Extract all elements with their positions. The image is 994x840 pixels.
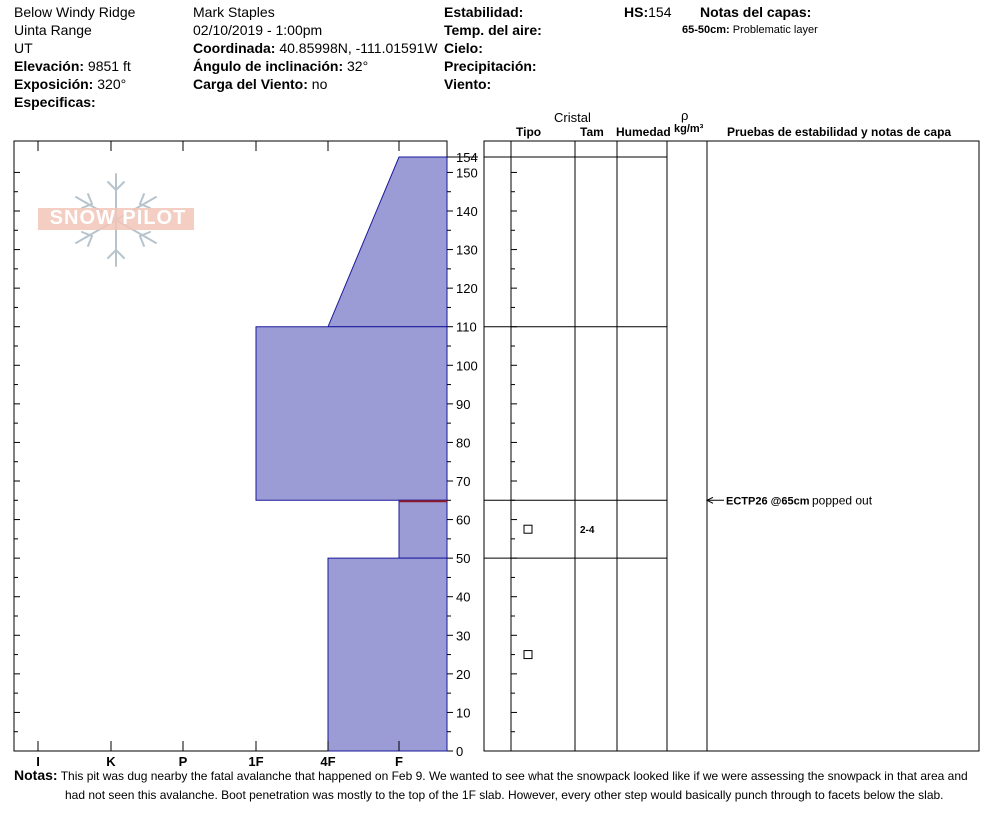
height-label-120: 120 [456, 281, 478, 297]
hardness-layer-2 [399, 500, 447, 558]
wind-label: Viento: [444, 76, 492, 92]
test-comment-0: popped out [812, 493, 873, 508]
location: Below Windy Ridge [14, 4, 136, 20]
hardness-label-K: K [106, 754, 116, 769]
height-label-50: 50 [456, 551, 471, 567]
layer-note-text: Problematic layer [732, 24, 818, 36]
tests-header: Pruebas de estabilidad y notas de capa [727, 125, 952, 139]
hardness-label-4F: 4F [320, 754, 336, 769]
notes-text-2: had not seen this avalanche. Boot penetration was mostly to the top of the 1F slab. However, every other step would basically punch through to facets below the slab. [65, 788, 944, 802]
moisture-header: Humedad [616, 125, 671, 139]
hardness-label-P: P [178, 754, 188, 769]
height-label-70: 70 [456, 474, 471, 489]
grain-size-0: 2-4 [580, 525, 595, 537]
layer-notes-label: Notas del capas: [700, 4, 812, 20]
coordinate-label: Coordinada: [193, 40, 276, 56]
wind-load-label: Carga del Viento: [193, 76, 308, 92]
height-label-top: 154 [456, 150, 478, 165]
hs-value: 154 [648, 4, 672, 20]
hardness-layer-1 [256, 327, 447, 501]
height-label-60: 60 [456, 512, 471, 528]
height-label-30: 30 [456, 628, 471, 644]
aspect-value: 320° [97, 76, 127, 92]
notes-text-1: This pit was dug nearby the fatal avalanche that happened on Feb 9. We wanted to see what the snowpack looked like if we were assessing the snowpack in that area and [60, 769, 968, 783]
height-label-130: 130 [456, 242, 478, 258]
height-label-20: 20 [456, 666, 471, 682]
stability-label: Estabilidad: [444, 4, 524, 20]
mountain-range: Uinta Range [14, 22, 92, 38]
grain-marker-1 [524, 651, 532, 659]
hardness-label-F: F [395, 754, 403, 769]
layer-note-range: 65-50cm: [682, 24, 730, 36]
aspect-label: Exposición: [14, 76, 94, 92]
notes-line-1 [14, 766, 968, 786]
elevation-label: Elevación: [14, 58, 85, 74]
observer: Mark Staples [193, 4, 275, 20]
height-label-110: 110 [456, 319, 477, 335]
state: UT [14, 40, 33, 56]
slope-label: Ángulo de inclinación: [193, 58, 344, 74]
height-label-0: 0 [456, 744, 464, 759]
height-label-40: 40 [456, 589, 471, 605]
crystal-header: Cristal [554, 110, 591, 125]
datetime: 02/10/2019 - 1:00pm [193, 22, 323, 38]
layer-table-frame [484, 141, 979, 751]
rho-header: ρ [681, 108, 689, 123]
test-code-0: ECTP26 @65cm [726, 495, 810, 508]
height-label-10: 10 [456, 705, 471, 721]
coordinate-value: 40.85998N, -111.01591W [279, 40, 438, 56]
hardness-label-I: I [36, 754, 40, 769]
hardness-layer-0 [328, 157, 447, 327]
size-header: Tam [580, 125, 604, 139]
hardness-label-1F: 1F [248, 754, 264, 769]
slope-value: 32° [347, 58, 369, 74]
specifics-label: Especificas: [14, 94, 96, 110]
hs-label: HS: [624, 4, 649, 20]
height-label-90: 90 [456, 396, 471, 412]
logo-text: SNOW PILOT [49, 207, 187, 229]
air-temp-label: Temp. del aire: [444, 22, 542, 38]
sky-label: Cielo: [444, 40, 483, 56]
height-label-100: 100 [456, 358, 478, 374]
precip-label: Precipitación: [444, 58, 537, 74]
notes-label: Notas: [14, 767, 58, 783]
height-label-140: 140 [456, 204, 478, 219]
density-unit-header: kg/m³ [674, 123, 704, 135]
grain-marker-0 [524, 525, 532, 533]
elevation-value: 9851 ft [87, 58, 131, 74]
type-header: Tipo [516, 125, 542, 139]
hardness-layer-3 [328, 558, 447, 751]
height-label-80: 80 [456, 435, 471, 451]
height-label-150: 150 [456, 165, 478, 181]
wind-load-value: no [311, 76, 328, 92]
